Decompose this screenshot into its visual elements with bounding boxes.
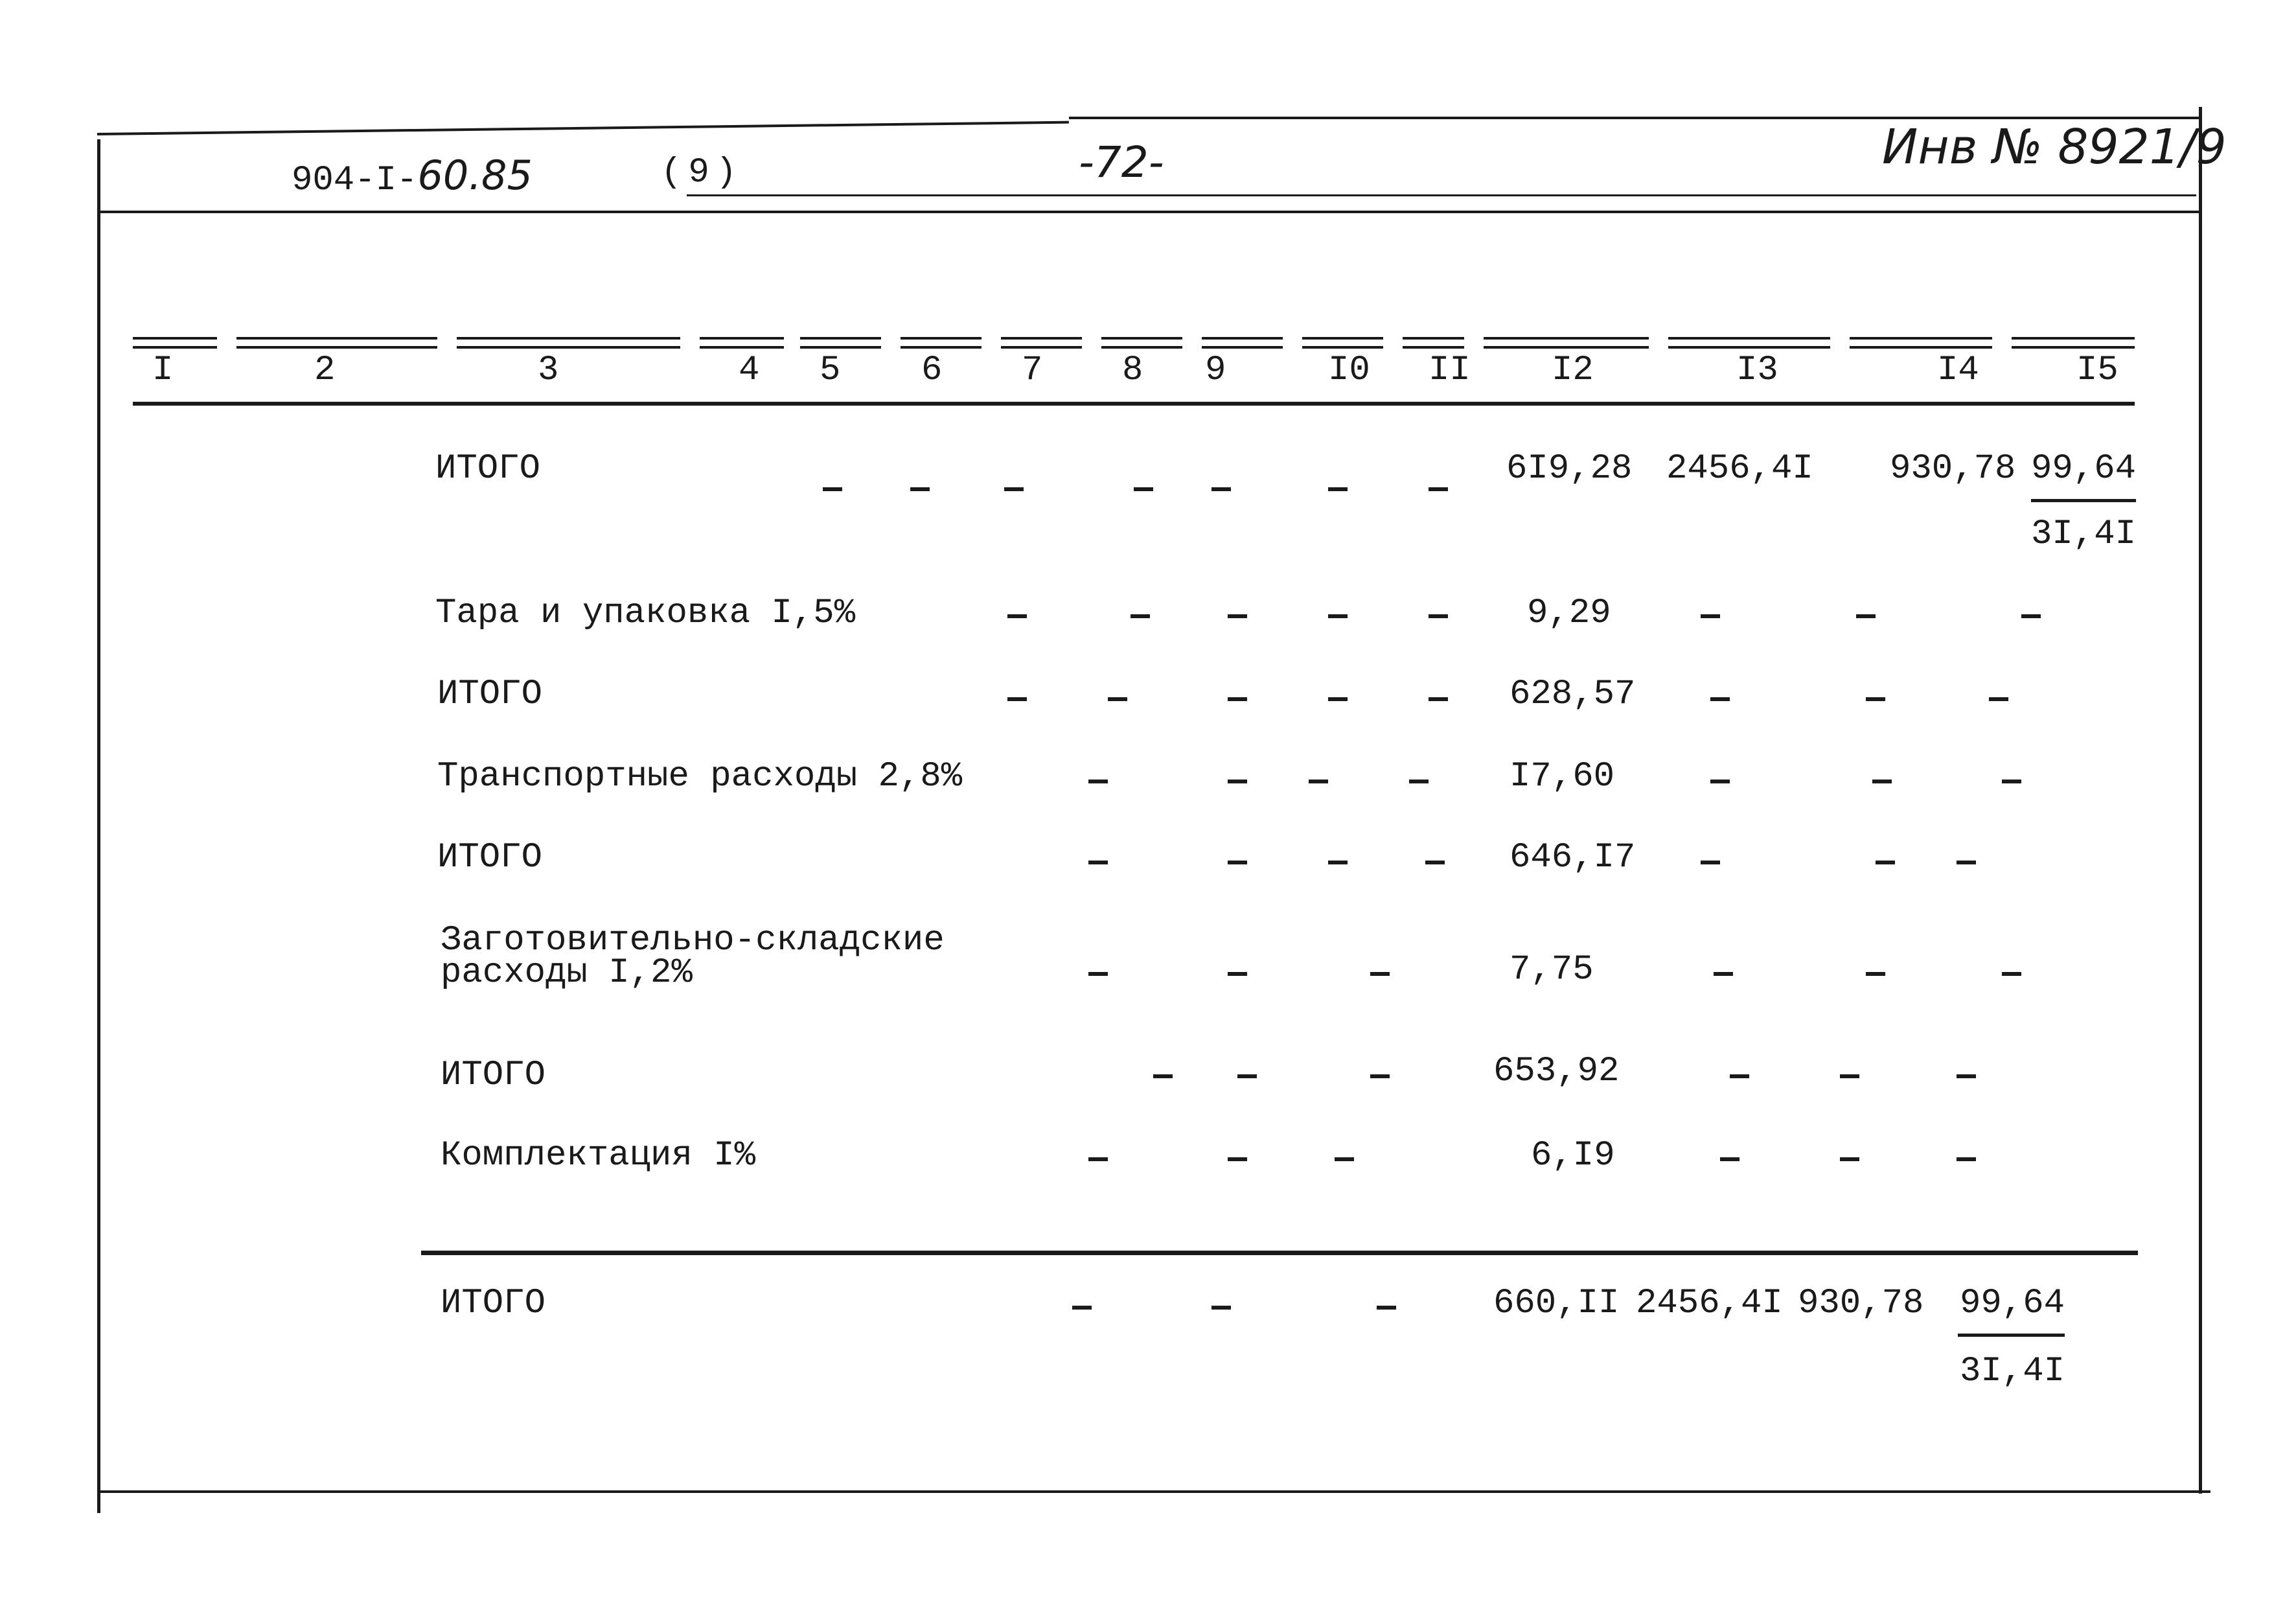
column-header-5: 5 — [820, 351, 841, 390]
page-right-border — [2199, 107, 2202, 1494]
row-label: ИТОГО — [437, 675, 543, 714]
column-header-10: I0 — [1328, 351, 1370, 390]
fraction-line — [2031, 499, 2136, 502]
value-col12: 9,29 — [1527, 594, 1611, 633]
col-header-dblline — [1001, 337, 1082, 349]
dash — [1425, 861, 1445, 864]
dash — [1866, 972, 1885, 976]
dash — [1228, 972, 1247, 976]
dash — [1957, 1074, 1976, 1078]
dash — [1856, 614, 1876, 618]
total-separator-line — [421, 1251, 2138, 1255]
dash — [1007, 697, 1027, 701]
row-label: Тара и упаковка I,5% — [435, 594, 856, 633]
value-col15-bottom: 3I,4I — [2031, 514, 2137, 554]
dash — [1088, 861, 1108, 864]
value-col12: 6I9,28 — [1506, 449, 1633, 489]
dash — [1429, 697, 1448, 701]
row-label: ИТОГО — [435, 449, 541, 489]
page-left-border — [97, 139, 100, 1513]
dash — [1957, 861, 1976, 864]
value-col15-bottom: 3I,4I — [1960, 1352, 2065, 1391]
dash — [1335, 1157, 1354, 1161]
dash — [1866, 697, 1885, 701]
page-number: -72- — [1079, 137, 1164, 187]
dash — [1108, 697, 1127, 701]
dash — [1409, 780, 1429, 783]
value-col13: 2456,4I — [1636, 1284, 1783, 1323]
dash — [1840, 1157, 1859, 1161]
dash — [2002, 972, 2021, 976]
col-header-dblline — [800, 337, 881, 349]
col-header-dblline — [457, 337, 680, 349]
column-header-1: I — [152, 351, 174, 390]
page-bottom-border — [97, 1490, 2210, 1493]
column-header-8: 8 — [1122, 351, 1143, 390]
row-label: ИТОГО — [441, 1056, 546, 1095]
dash — [1720, 1157, 1739, 1161]
dash — [1004, 487, 1024, 491]
document-code-handwritten: 60.85 — [417, 152, 533, 199]
dash — [1840, 1074, 1859, 1078]
document-code-printed: 904-I- — [292, 161, 418, 200]
value-col15-top: 99,64 — [2031, 449, 2137, 489]
dash — [1088, 972, 1108, 976]
column-header-12: I2 — [1552, 351, 1594, 390]
column-header-15: I5 — [2076, 351, 2118, 390]
value-col12: 646,I7 — [1510, 838, 1636, 877]
fraction-line — [1958, 1334, 2065, 1337]
column-header-13: I3 — [1736, 351, 1778, 390]
header-separator — [97, 211, 2201, 213]
col-header-dblline — [1202, 337, 1283, 349]
column-header-14: I4 — [1937, 351, 1979, 390]
col-header-dblline — [901, 337, 982, 349]
value-col12: 628,57 — [1510, 675, 1636, 714]
dash — [1134, 487, 1153, 491]
dash — [1701, 861, 1720, 864]
dash — [1007, 614, 1027, 618]
header-top-line-left — [97, 121, 1069, 135]
value-col12: 660,II — [1493, 1284, 1620, 1323]
col-header-dblline — [2012, 337, 2135, 349]
dash — [1710, 780, 1730, 783]
dash — [1989, 697, 2008, 701]
value-col12: 7,75 — [1510, 950, 1594, 989]
dash — [1377, 1306, 1396, 1310]
dash — [1309, 780, 1328, 783]
col-header-dblline — [133, 337, 217, 349]
sheet-number: (9) — [661, 153, 744, 192]
dash — [1072, 1306, 1092, 1310]
column-header-9: 9 — [1205, 351, 1226, 390]
dash — [823, 487, 842, 491]
dash — [1228, 780, 1247, 783]
column-header-4: 4 — [739, 351, 760, 390]
dash — [2002, 780, 2021, 783]
value-col15-top: 99,64 — [1960, 1284, 2065, 1323]
row-label: ИТОГО — [441, 1284, 546, 1323]
row-label-line2: расходы I,2% — [441, 953, 693, 993]
header-underline — [687, 194, 2196, 196]
value-col12: I7,60 — [1510, 757, 1615, 796]
dash — [1228, 697, 1247, 701]
row-label: Комплектация I% — [441, 1136, 756, 1175]
dash — [1328, 861, 1348, 864]
column-header-3: 3 — [538, 351, 559, 390]
col-header-dblline — [1484, 337, 1649, 349]
dash — [1153, 1074, 1173, 1078]
dash — [1370, 972, 1390, 976]
dash — [1328, 614, 1348, 618]
dash — [1228, 861, 1247, 864]
col-header-dblline — [1302, 337, 1383, 349]
value-col12: 6,I9 — [1531, 1136, 1615, 1175]
value-col14: 930,78 — [1798, 1284, 1924, 1323]
dash — [1237, 1074, 1257, 1078]
dash — [1328, 487, 1348, 491]
dash — [1876, 861, 1895, 864]
column-header-underline — [133, 402, 2135, 406]
col-header-dblline — [1403, 337, 1464, 349]
inventory-number: Инв № 8921/9 — [1882, 119, 2227, 175]
dash — [1714, 972, 1733, 976]
col-header-dblline — [1850, 337, 1992, 349]
col-header-dblline — [236, 337, 437, 349]
column-header-7: 7 — [1022, 351, 1043, 390]
dash — [1211, 1306, 1231, 1310]
dash — [1088, 1157, 1108, 1161]
dash — [1429, 614, 1448, 618]
value-col13: 2456,4I — [1666, 449, 1813, 489]
dash — [1211, 487, 1231, 491]
dash — [1228, 1157, 1247, 1161]
dash — [1957, 1157, 1976, 1161]
document-code — [292, 152, 533, 200]
dash — [1710, 697, 1730, 701]
row-label: Транспортные расходы 2,8% — [437, 757, 963, 796]
dash — [1872, 780, 1892, 783]
column-header-11: II — [1429, 351, 1471, 390]
row-label: ИТОГО — [437, 838, 543, 877]
col-header-dblline — [700, 337, 784, 349]
col-header-dblline — [1668, 337, 1830, 349]
dash — [1228, 614, 1247, 618]
dash — [1701, 614, 1720, 618]
dash — [2021, 614, 2041, 618]
value-col14: 930,78 — [1890, 449, 2016, 489]
column-header-6: 6 — [921, 351, 943, 390]
value-col12: 653,92 — [1493, 1052, 1620, 1091]
dash — [910, 487, 930, 491]
dash — [1429, 487, 1448, 491]
dash — [1088, 780, 1108, 783]
dash — [1328, 697, 1348, 701]
dash — [1730, 1074, 1749, 1078]
col-header-dblline — [1101, 337, 1182, 349]
dash — [1131, 614, 1150, 618]
column-header-2: 2 — [314, 351, 336, 390]
dash — [1370, 1074, 1390, 1078]
row-label-line1: Заготовительно-складские — [441, 921, 945, 960]
